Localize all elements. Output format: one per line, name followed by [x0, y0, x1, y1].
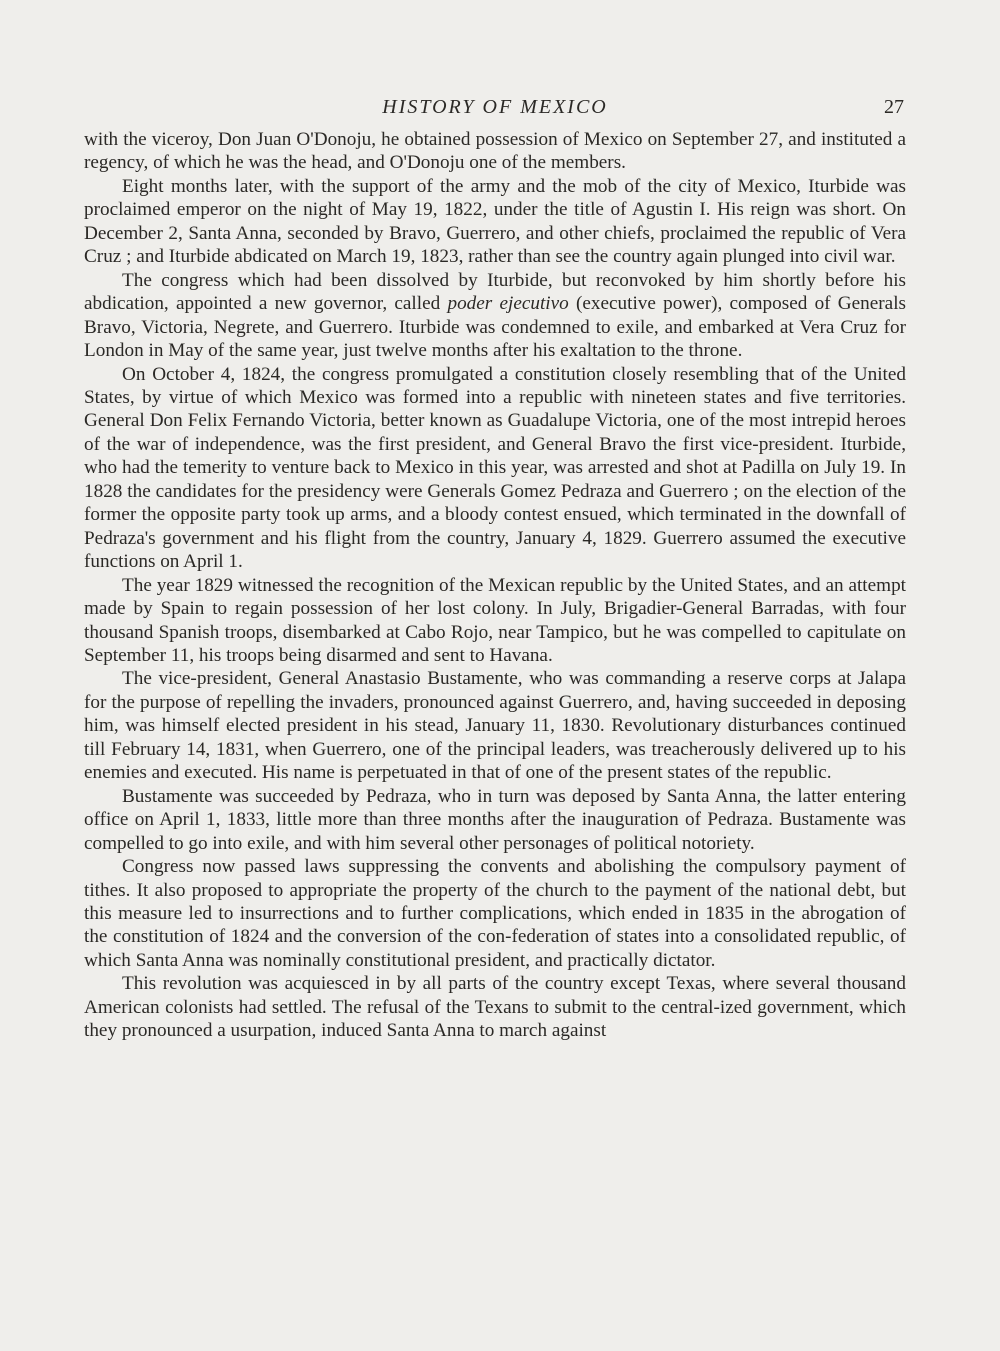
paragraph-7: Bustamente was succeeded by Pedraza, who in turn was deposed by Santa Anna, the latter entering office on April 1, 1833, little more than three months after the inauguration of Pedraza. Bustamente was compelled to go into exile, and with him several other personages of political notoriety.: [84, 785, 906, 854]
paragraph-8: Congress now passed laws suppressing the convents and abolishing the compulsory payment of tithes. It also proposed to appropriate the property of the church to the payment of the national debt, but this measure led to insurrections and to further complications, which ended in 1835 in the abrogation of the constitution of 1824 and the conversion of the con-federation of states into a consolidated republic, of which Santa Anna was nominally constitutional president, and practically dictator.: [84, 856, 906, 971]
body-text: [84, 128, 906, 1043]
paragraph-3: [84, 269, 906, 363]
paragraph-3-text-after: (executive power), composed of Generals Bravo, Victoria, Negrete, and Guerrero. Iturbide was condemned to exile, and embarked at Vera Cruz for London in May of the same year, just twelve months after his exaltation to the throne.: [84, 293, 906, 362]
page-number: 27: [884, 96, 904, 118]
paragraph-5: The year 1829 witnessed the recognition of the Mexican republic by the United States, and an attempt made by Spain to regain possession of her lost colony. In July, Brigadier-General Barradas, with four thousand Spanish troops, disembarked at Cabo Rojo, near Tampico, but he was compelled to capitulate on September 11, his troops being disarmed and sent to Havana.: [84, 574, 906, 666]
italic-term: poder ejecutivo: [447, 293, 569, 315]
paragraph-6: The vice-president, General Anastasio Bustamente, who was commanding a reserve corps at Jalapa for the purpose of repelling the invaders, pronounced against Guerrero, and, having succeeded in deposing him, was himself elected president in his stead, January 11, 1830. Revolutionary disturbances continued till February 14, 1831, when Guerrero, one of the principal leaders, was treacherously delivered up to his enemies and executed. His name is perpetuated in that of one of the present states of the republic.: [84, 668, 906, 784]
paragraph-3-text-before: The congress which had been dissolved by Iturbide, but reconvoked by him shortly before his abdication, appointed a new governor, called: [84, 269, 906, 315]
paragraph-9: This revolution was acquiesced in by all parts of the country except Texas, where several thousand American colonists had settled. The refusal of the Texans to submit to the central-ized government, which they pronounced a usurpation, induced Santa Anna to march against: [84, 973, 906, 1042]
paragraph-1: with the viceroy, Don Juan O'Donoju, he obtained possession of Mexico on September 27, and instituted a regency, of which he was the head, and O'Donoju one of the members.: [84, 129, 906, 174]
paragraph-4: On October 4, 1824, the congress promulgated a constitution closely resembling that of the United States, by virtue of which Mexico was formed into a republic with nineteen states and five territories. General Don Felix Fernando Victoria, better known as Guadalupe Victoria, one of the most intrepid heroes of the war of independence, was the first president, and General Bravo the first vice-president. Iturbide, who had the temerity to venture back to Mexico in this year, was arrested and shot at Padilla on July 19. In 1828 the candidates for the presidency were Generals Gomez Pedraza and Guerrero ; on the election of the former the opposite party took up arms, and a bloody contest ensued, which terminated in the downfall of Pedraza's government and his flight from the country, January 4, 1829. Guerrero assumed the executive functions on April 1.: [84, 363, 906, 573]
running-title: HISTORY OF MEXICO: [382, 96, 608, 118]
running-head: [84, 94, 906, 122]
book-page: [84, 94, 906, 1324]
paragraph-2: Eight months later, with the support of the army and the mob of the city of Mexico, Iturbide was proclaimed emperor on the night of May 19, 1822, under the title of Agustin I. His reign was short. On December 2, Santa Anna, seconded by Bravo, Guerrero, and other chiefs, proclaimed the republic of Vera Cruz ; and Iturbide abdicated on March 19, 1823, rather than see the country again plunged into civil war.: [84, 175, 906, 268]
